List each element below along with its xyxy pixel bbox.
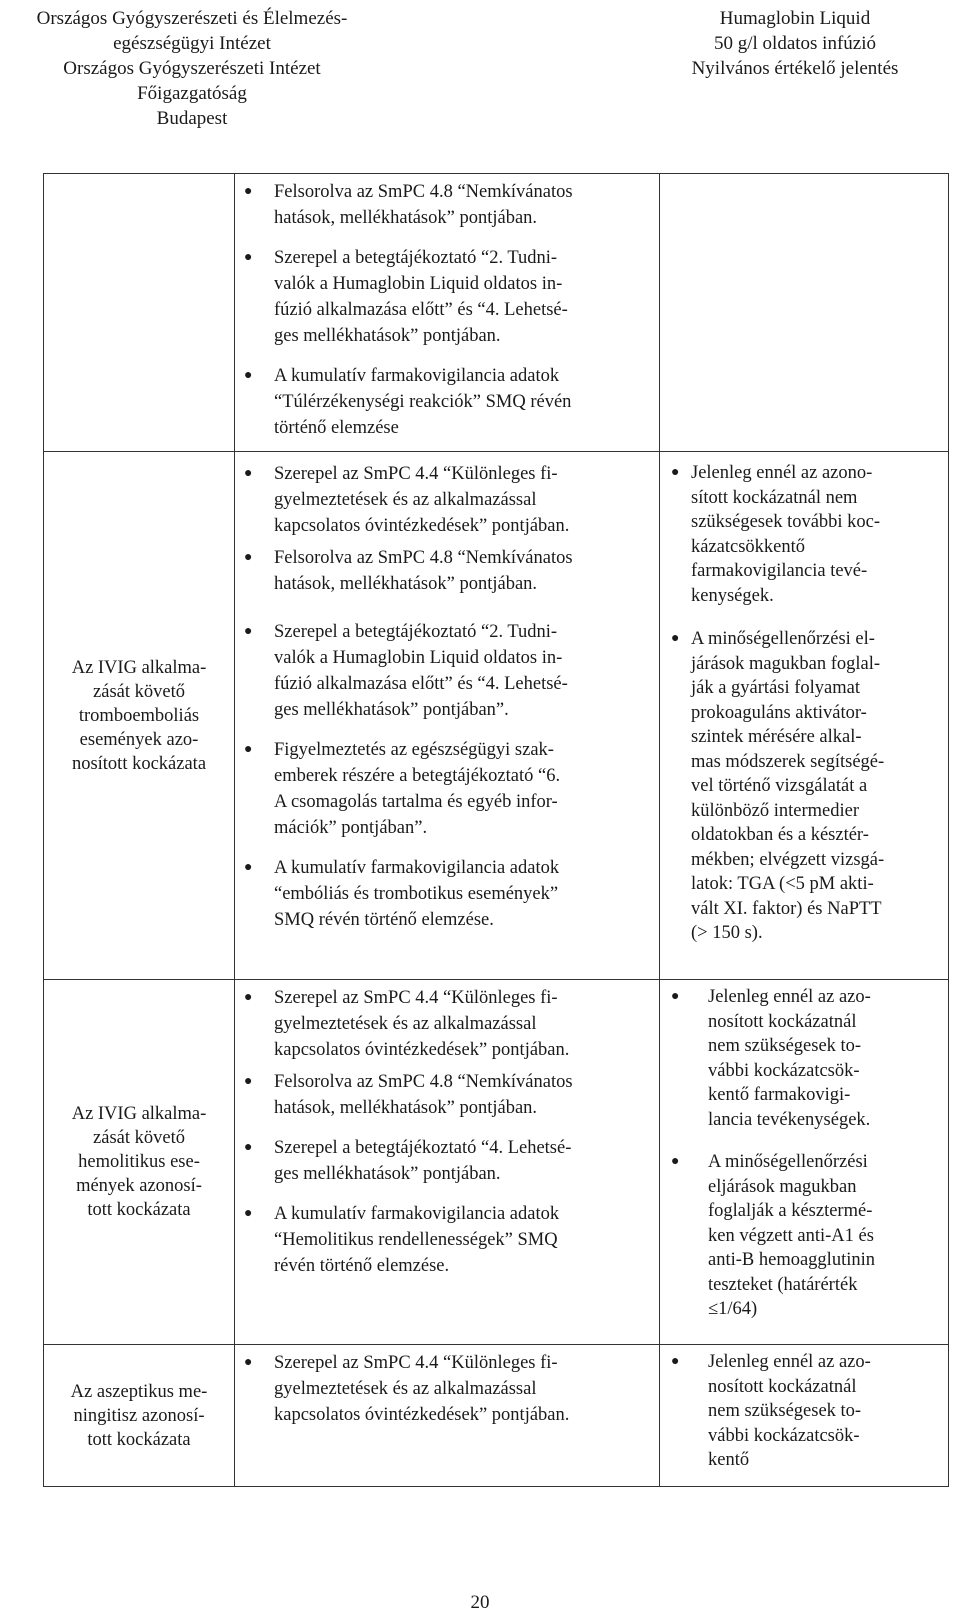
risk-cell: Az IVIG alkalma- zását követő tromboemboliás események azo- nosított kockázata xyxy=(44,452,235,980)
list-item: ● Szerepel a betegtájékoztató “2. Tudni- valók a Humaglobin Liquid oldatos in- fúzió alkalmazása előtt” és “4. Lehetsé- ges mellékhatások” pontjában. xyxy=(235,245,655,349)
bullet-icon: ● xyxy=(244,1140,253,1155)
bullet-icon: ● xyxy=(244,624,253,639)
header-left-line: Országos Gyógyszerészeti Intézet xyxy=(63,58,321,79)
list-item: ● Felsorolva az SmPC 4.8 “Nemkívánatos hatások, mellékhatások” pontjában. xyxy=(235,1069,655,1121)
activities-cell xyxy=(660,174,949,452)
header-left-line: egészségügyi Intézet xyxy=(113,33,271,54)
bullet-icon: ● xyxy=(244,1206,253,1221)
list-item: ● Felsorolva az SmPC 4.8 “Nemkívánatos hatások, mellékhatások” pontjában. xyxy=(235,545,655,597)
measures-cell xyxy=(235,174,660,452)
list-item: ● Szerepel az SmPC 4.4 “Különleges fi- gyelmeztetések és az alkalmazással kapcsolatos óvintézkedések” pontjában. xyxy=(235,985,655,1063)
bullet-icon: ● xyxy=(671,1154,680,1169)
bullet-icon: ● xyxy=(671,1354,680,1369)
measures-cell xyxy=(235,980,660,1345)
activities-cell xyxy=(660,452,949,980)
list-item: ● Szerepel az SmPC 4.4 “Különleges fi- gyelmeztetések és az alkalmazással kapcsolatos óvintézkedések” pontjában. xyxy=(235,461,655,539)
bullet-icon: ● xyxy=(244,368,253,383)
risk-cell xyxy=(44,174,235,452)
bullet-icon: ● xyxy=(671,631,680,646)
header-product xyxy=(652,6,938,81)
table-row xyxy=(44,174,949,452)
header-left-line: Budapest xyxy=(156,108,228,129)
list-item: ● Szerepel a betegtájékoztató “2. Tudni- valók a Humaglobin Liquid oldatos in- fúzió alkalmazása előtt” és “4. Lehetsé- ges mellékhatások” pontjában”. xyxy=(235,619,655,723)
header-right-line: Nyilvános értékelő jelentés xyxy=(691,58,899,79)
header-right-line: Humaglobin Liquid xyxy=(719,8,871,29)
header-institution xyxy=(32,6,352,131)
list-item: ● A kumulatív farmakovigilancia adatok “embóliás és trombotikus események” SMQ révén történő elemzése. xyxy=(235,855,655,933)
bullet-icon: ● xyxy=(244,466,253,481)
list-item: ● Szerepel az SmPC 4.4 “Különleges fi- gyelmeztetések és az alkalmazással kapcsolatos óvintézkedések” pontjában. xyxy=(235,1350,655,1428)
bullet-icon: ● xyxy=(671,989,680,1004)
risk-table xyxy=(43,173,949,1487)
bullet-icon: ● xyxy=(244,250,253,265)
list-item: ● A minőségellenőrzési eljárások magukban foglalják a késztermé- ken végzett anti-A1 és anti-B hemoagglutinin teszteket (határérték ≤1/64) xyxy=(671,1152,875,1319)
table-row xyxy=(44,1345,949,1487)
bullet-icon: ● xyxy=(244,742,253,757)
header-left-line: Főigazgatóság xyxy=(137,83,247,104)
list-item: ● A kumulatív farmakovigilancia adatok “Hemolitikus rendellenességek” SMQ révén történő elemzése. xyxy=(235,1201,655,1279)
risk-cell: Az aszeptikus me- ningitisz azonosí- tott kockázata xyxy=(44,1345,235,1487)
header-right-line: 50 g/l oldatos infúzió xyxy=(713,33,876,54)
page-number: 20 xyxy=(470,1592,490,1613)
list-item: ● Felsorolva az SmPC 4.8 “Nemkívánatos hatások, mellékhatások” pontjában. xyxy=(235,179,655,231)
activities-cell xyxy=(660,980,949,1345)
list-item: ● A minőségellenőrzési el- járások magukban foglal- ják a gyártási folyamat prokoaguláns aktivátor- szintek mérésére alkal- mas módszerek segítségé- vel történő vizsgálatát a különböző intermedier oldatokban és a késztér- mékben; elvégzett vizsgá- latok: TGA (<5 pM akti- vált XI. faktor) és NaPTT (> 150 s). xyxy=(671,629,885,943)
bullet-icon: ● xyxy=(671,465,680,480)
list-item: ● Figyelmeztetés az egészségügyi szak- emberek részére a betegtájékoztató “6. A csomagolás tartalma és egyéb infor- mációk” pontjában”. xyxy=(235,737,655,841)
bullet-icon: ● xyxy=(244,860,253,875)
measures-cell xyxy=(235,452,660,980)
list-item: ● A kumulatív farmakovigilancia adatok “Túlérzékenységi reakciók” SMQ révén történő elemzése xyxy=(235,363,655,441)
list-item: ● Jelenleg ennél az azono- sított kockázatnál nem szükségesek további koc- kázatcsökkentő farmakovigilancia tevé- kenységek. xyxy=(671,463,881,606)
table-row xyxy=(44,980,949,1345)
measures-cell xyxy=(235,1345,660,1487)
list-item: ● Jelenleg ennél az azo- nosított kockázatnál nem szükségesek to- vábbi kockázatcsök- kentő xyxy=(671,1352,871,1470)
bullet-icon: ● xyxy=(244,990,253,1005)
bullet-icon: ● xyxy=(244,1074,253,1089)
risk-cell: Az IVIG alkalma- zását követő hemolitikus ese- mények azonosí- tott kockázata xyxy=(44,980,235,1345)
table-row xyxy=(44,452,949,980)
bullet-icon: ● xyxy=(244,550,253,565)
bullet-icon: ● xyxy=(244,184,253,199)
list-item: ● Jelenleg ennél az azo- nosított kockázatnál nem szükségesek to- vábbi kockázatcsök- kentő farmakovigi- lancia tevékenységek. xyxy=(671,987,871,1130)
activities-cell xyxy=(660,1345,949,1487)
bullet-icon: ● xyxy=(244,1355,253,1370)
header-left-line: Országos Gyógyszerészeti és Élelmezés- xyxy=(36,8,348,29)
list-item: ● Szerepel a betegtájékoztató “4. Lehetsé- ges mellékhatások” pontjában. xyxy=(235,1135,655,1187)
